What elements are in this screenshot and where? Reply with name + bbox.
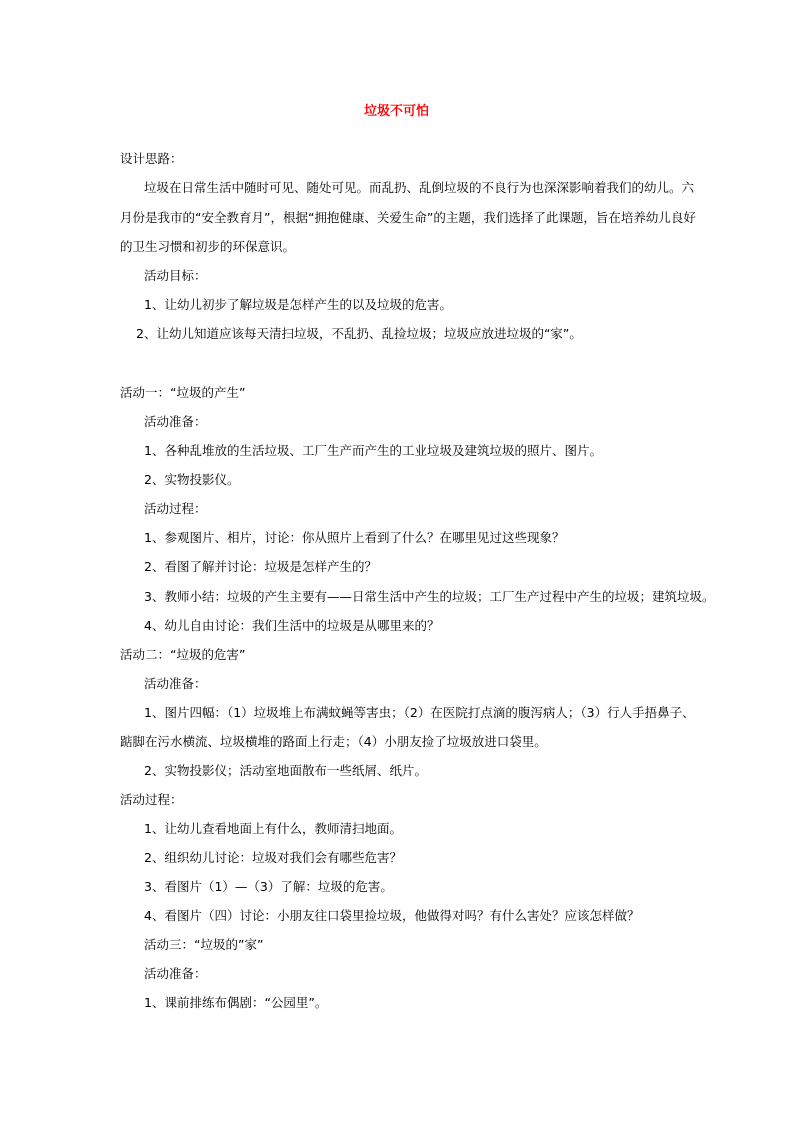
list-item: 2、实物投影仪；活动室地面散布一些纸屑、纸片。 [144, 763, 427, 778]
goal-item: 2、让幼儿知道应该每天清扫垃圾，不乱扔、乱捡垃圾；垃圾应放进垃圾的“家”。 [136, 326, 582, 341]
activity-three-heading: 活动三：“垃圾的”家” [144, 937, 264, 952]
list-item: 2、组织幼儿讨论：垃圾对我们会有哪些危害？ [144, 850, 402, 865]
list-item: 1、图片四幅：（1）垃圾堆上布满蚊蝇等害虫；（2）在医院打点滴的腹泻病人；（3）行人手捂鼻子、 [144, 705, 695, 720]
list-item: 3、看图片（1）—（3）了解：垃圾的危害。 [144, 879, 393, 894]
preparation-heading: 活动准备： [144, 676, 207, 691]
process-heading: 活动过程： [144, 501, 207, 516]
paragraph-design-text: 月份是我市的“安全教育月”，根据“拥抱健康、关爱生命”的主题，我们选择了此课题，旨在培养幼儿良好 [120, 210, 696, 225]
activity-two-heading: 活动二：“垃圾的危害” [120, 647, 246, 662]
list-item: 2、实物投影仪。 [144, 472, 240, 487]
paragraph-design-text: 垃圾在日常生活中随时可见、随处可见。而乱扔、乱倒垃圾的不良行为也深深影响着我们的幼儿。六 [144, 180, 695, 195]
list-item: 1、参观图片、相片，讨论：你从照片上看到了什么？在哪里见过这些现象？ [144, 530, 565, 545]
list-item: 1、让幼儿查看地面上有什么，教师清扫地面。 [144, 821, 402, 836]
paragraph-design-heading: 设计思路： [120, 151, 183, 166]
activity-one-heading: 活动一：“垃圾的产生” [120, 385, 246, 400]
goal-item: 1、让幼儿初步了解垃圾是怎样产生的以及垃圾的危害。 [144, 297, 452, 312]
list-item: 3、教师小结：垃圾的产生主要有——日常生活中产生的垃圾；工厂生产过程中产生的垃圾；建筑垃圾。 [144, 589, 715, 604]
paragraph-design-text: 的卫生习惯和初步的环保意识。 [120, 239, 296, 254]
goals-heading: 活动目标： [144, 268, 207, 283]
list-item: 1、各种乱堆放的生活垃圾、工厂生产而产生的工业垃圾及建筑垃圾的照片、图片。 [144, 443, 602, 458]
list-item: 2、看图了解并讨论：垃圾是怎样产生的？ [144, 559, 377, 574]
list-item-continued: 踮脚在污水横流、垃圾横堆的路面上行走；（4）小朋友捡了垃圾放进口袋里。 [120, 734, 547, 749]
preparation-heading: 活动准备： [144, 966, 207, 981]
document-title: 垃圾不可怕 [363, 104, 429, 119]
list-item: 4、看图片（四）讨论：小朋友往口袋里捡垃圾，他做得对吗？有什么害处？应该怎样做？ [144, 908, 640, 923]
list-item: 1、课前排练布偶剧：“公园里”。 [144, 995, 328, 1010]
process-heading: 活动过程： [120, 792, 183, 807]
list-item: 4、幼儿自由讨论：我们生活中的垃圾是从哪里来的？ [144, 618, 440, 633]
preparation-heading: 活动准备： [144, 414, 207, 429]
